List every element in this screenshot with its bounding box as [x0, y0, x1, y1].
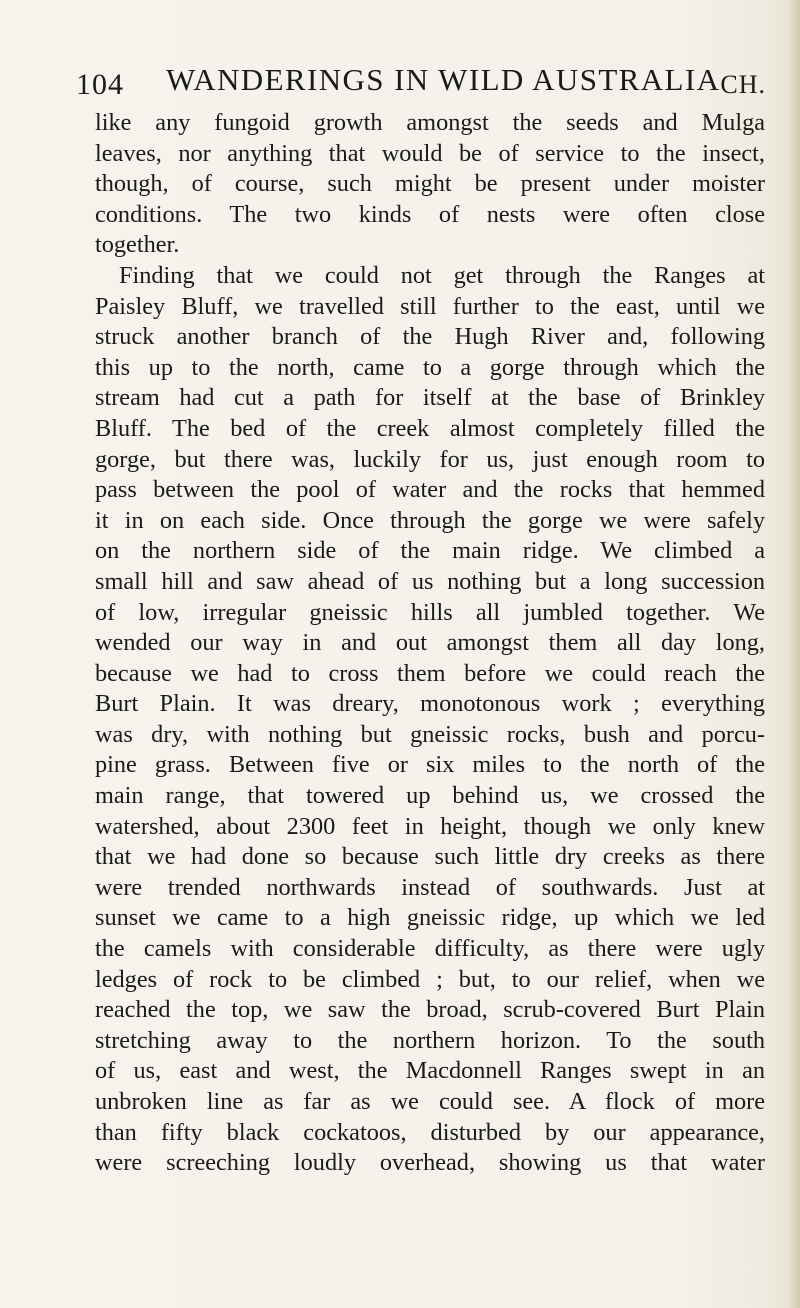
- text-line: wended our way in and out amongst them all day long,: [95, 629, 765, 657]
- paragraph-2: [95, 261, 765, 1179]
- text-line: gorge, but there was, luckily for us, just enough room to: [95, 445, 765, 473]
- text-line: Finding that we could not get through the Ranges at: [119, 261, 765, 289]
- text-line: small hill and saw ahead of us nothing but a long succession: [95, 567, 765, 595]
- text-line: ledges of rock to be climbed ; but, to our relief, when we: [95, 965, 765, 993]
- text-line: of us, east and west, the Macdonnell Ranges swept in an: [95, 1057, 765, 1085]
- text-line: stretching away to the northern horizon. To the south: [95, 1026, 765, 1054]
- text-line: Bluff. The bed of the creek almost completely filled the: [95, 414, 765, 442]
- text-line: Burt Plain. It was dreary, monotonous work ; everything: [95, 690, 765, 718]
- page-edge-shadow: [788, 0, 800, 1308]
- page-number: 104: [76, 68, 124, 101]
- text-line: pass between the pool of water and the rocks that hemmed: [95, 476, 765, 504]
- paragraph-1: [95, 108, 765, 261]
- text-line: was dry, with nothing but gneissic rocks, bush and porcu-: [95, 720, 765, 748]
- text-line: main range, that towered up behind us, we crossed the: [95, 782, 765, 810]
- text-line: sunset we came to a high gneissic ridge, up which we led: [95, 904, 765, 932]
- text-line: stream had cut a path for itself at the base of Brinkley: [95, 384, 765, 412]
- text-line: reached the top, we saw the broad, scrub-covered Burt Plain: [95, 996, 765, 1024]
- text-line: were screeching loudly overhead, showing us that water: [95, 1149, 765, 1177]
- text-line: leaves, nor anything that would be of service to the insect,: [95, 139, 765, 167]
- text-line: unbroken line as far as we could see. A flock of more: [95, 1088, 765, 1115]
- chapter-abbreviation: CH.: [720, 70, 766, 99]
- text-line: because we had to cross them before we could reach the: [95, 659, 765, 687]
- text-line: were trended northwards instead of southwards. Just at: [95, 873, 765, 901]
- running-head: [76, 62, 766, 102]
- body-text: [95, 108, 765, 1179]
- text-line: watershed, about 2300 feet in height, though we only knew: [95, 812, 765, 840]
- text-line: together.: [95, 231, 180, 259]
- text-line: pine grass. Between five or six miles to the north of the: [95, 751, 765, 779]
- text-line: like any fungoid growth amongst the seeds and Mulga: [95, 109, 765, 136]
- text-line: that we had done so because such little dry creeks as there: [95, 843, 765, 871]
- text-line: Paisley Bluff, we travelled still further to the east, until we: [95, 292, 765, 320]
- text-line: it in on each side. Once through the gorge we were safely: [95, 506, 765, 534]
- text-line: conditions. The two kinds of nests were often close: [95, 200, 765, 228]
- text-line: the camels with considerable difficulty, as there were ugly: [95, 935, 765, 963]
- text-line: on the northern side of the main ridge. We climbed a: [95, 537, 765, 565]
- text-line: of low, irregular gneissic hills all jumbled together. We: [95, 598, 765, 626]
- text-line: though, of course, such might be present under moister: [95, 170, 765, 198]
- text-line: struck another branch of the Hugh River and, following: [95, 323, 765, 351]
- running-title: WANDERINGS IN WILD AUSTRALIA: [166, 62, 721, 97]
- text-line: this up to the north, came to a gorge through which the: [95, 353, 765, 381]
- text-line: than fifty black cockatoos, disturbed by our appearance,: [95, 1118, 765, 1146]
